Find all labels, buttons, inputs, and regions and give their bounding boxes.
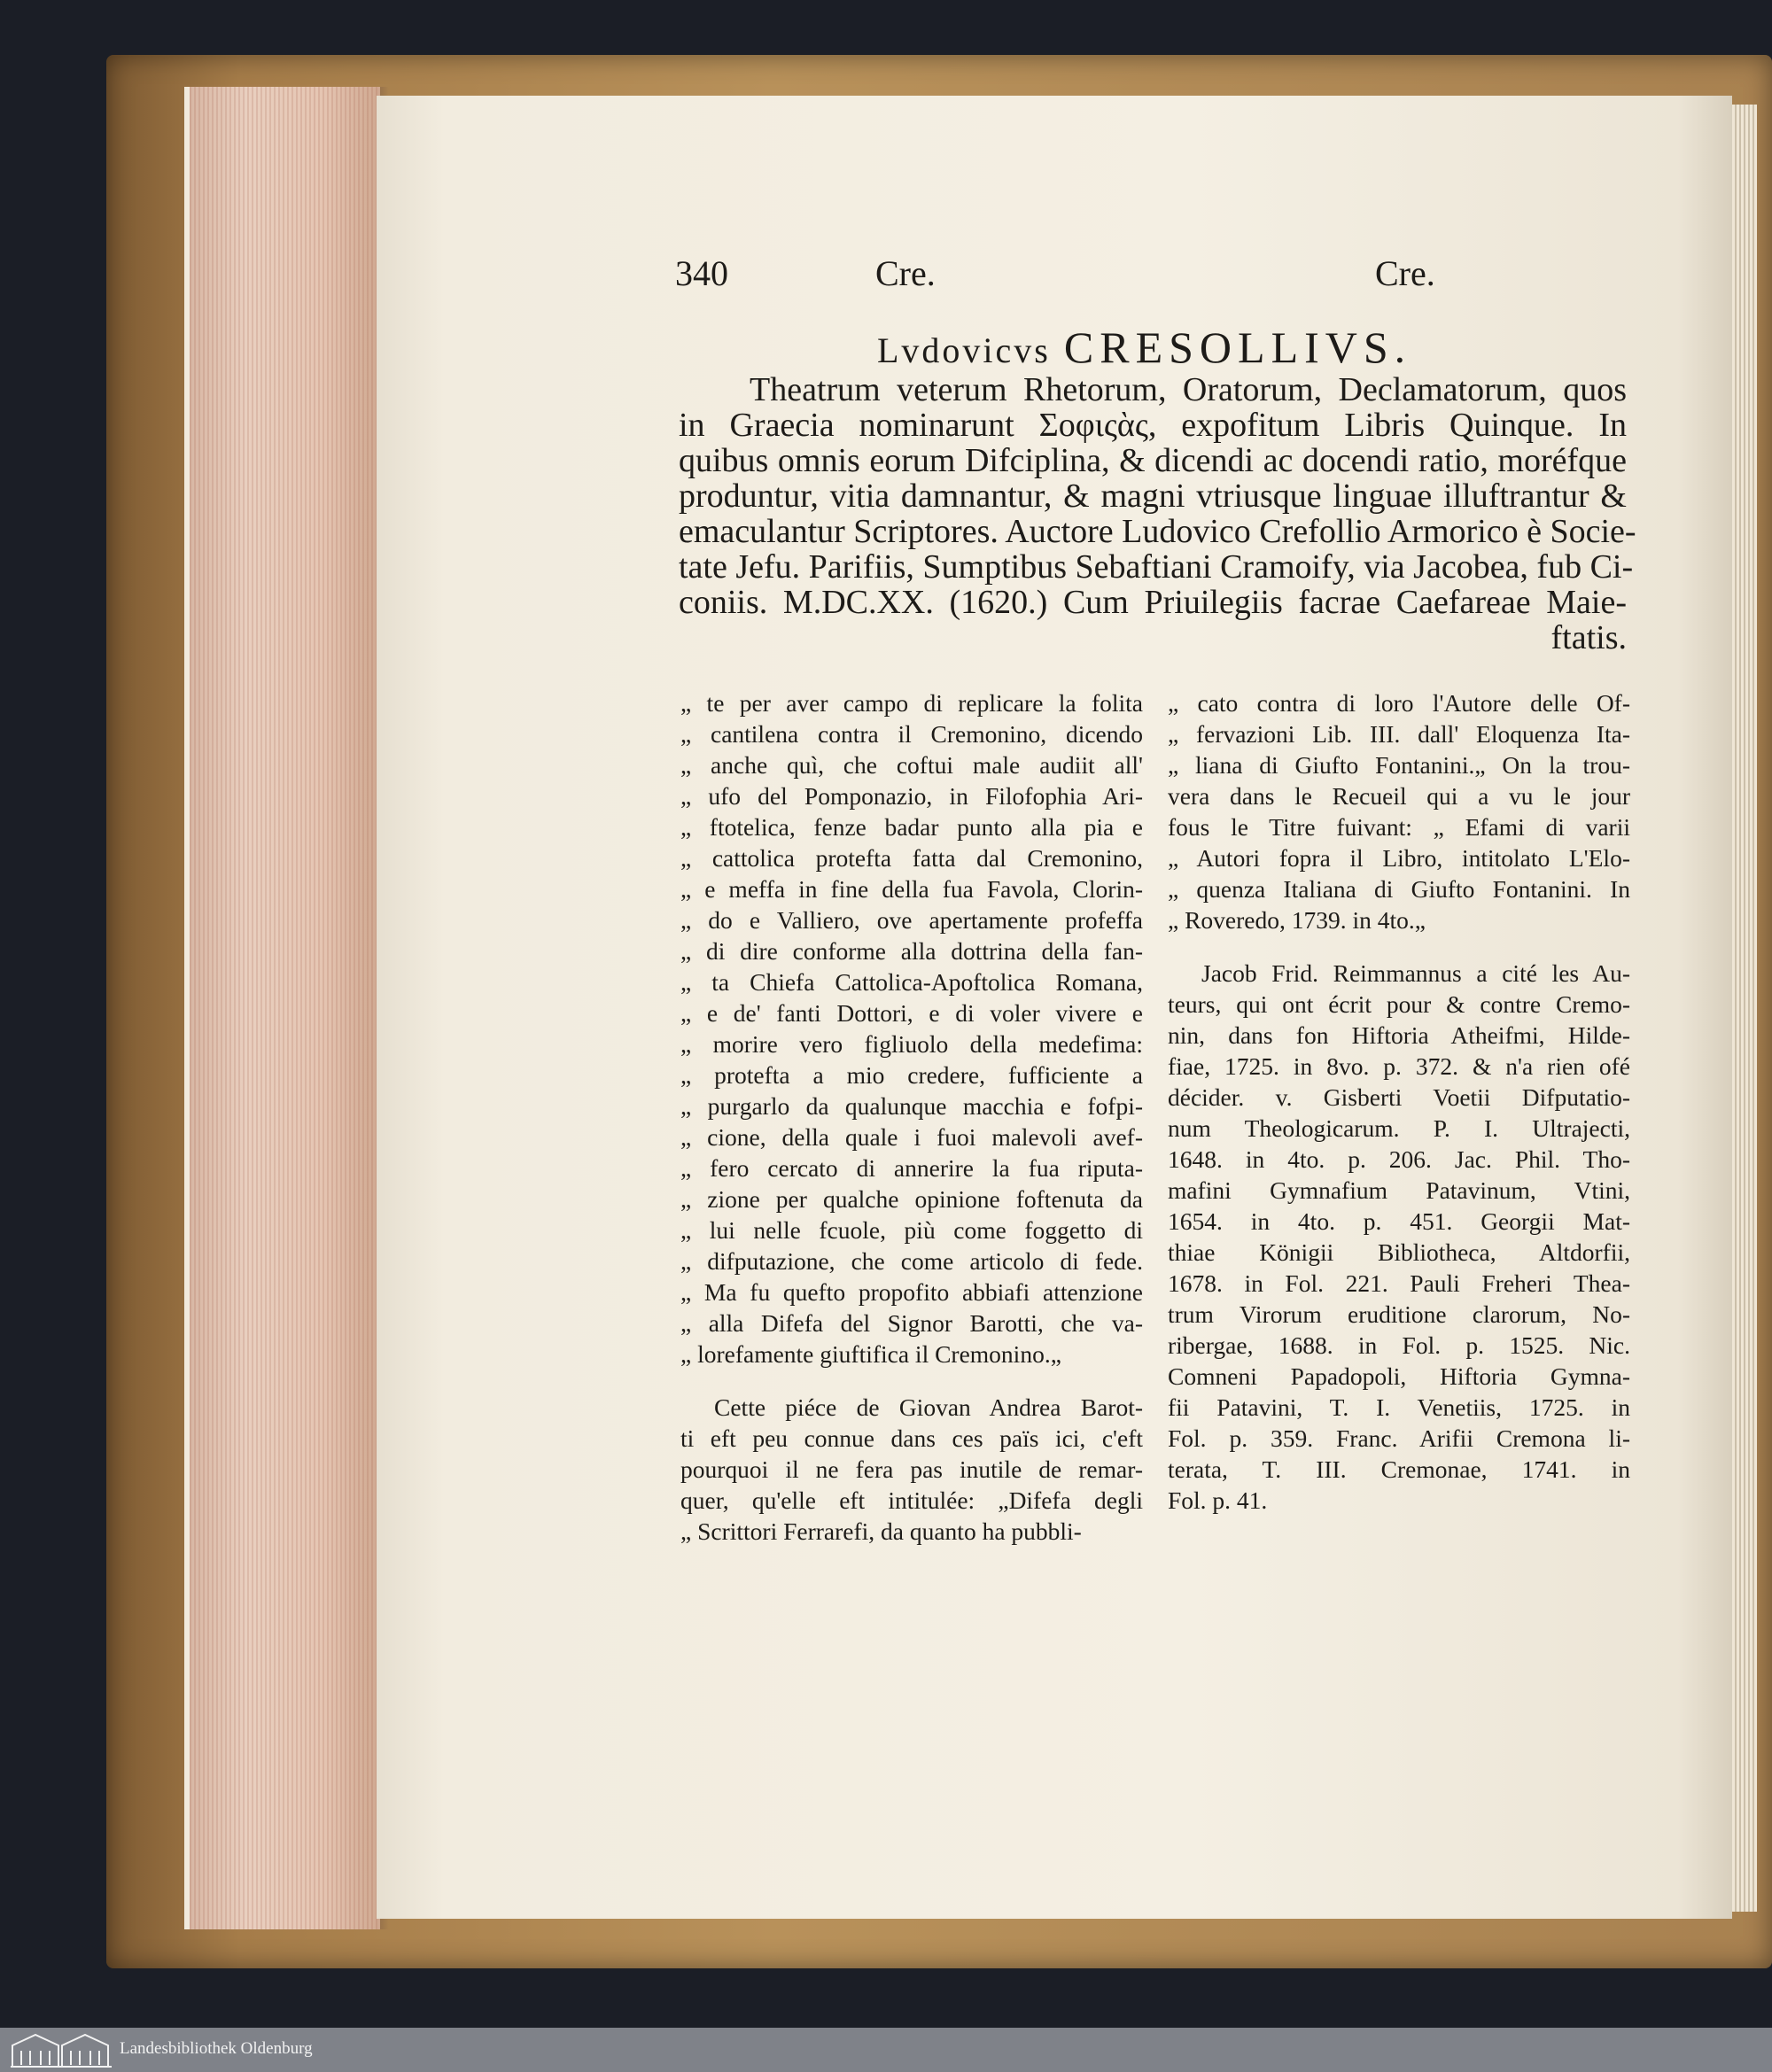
text-line: „ lorefamente giuftifica il Cremonino.„	[680, 1340, 1061, 1368]
text-line: „ do e Valliero, ove apertamente profeffa	[680, 906, 1143, 934]
title-line: emaculantur Scriptores. Auctore Ludovico Crefollio Armorico è Socie-	[679, 513, 1636, 550]
text-line: „ anche quì, che coftui male audiit all'	[680, 751, 1143, 779]
text-line: „ Ma fu quefto propofito abbiafi attenzione	[680, 1278, 1143, 1306]
footer-bar	[0, 2028, 1772, 2072]
text-line: Comneni Papadopoli, Hiftoria Gymna-	[1168, 1362, 1630, 1390]
title-line: quibus omnis eorum Difciplina, & dicendi ac docendi ratio, moréfque	[679, 442, 1627, 479]
text-line: „ di dire conforme alla dottrina della fan-	[680, 937, 1143, 965]
text-line: „ fervazioni Lib. III. dall' Eloquenza Ita-	[1168, 720, 1630, 748]
text-line: pourquoi il ne fera pas inutile de remar-	[680, 1455, 1143, 1483]
library-building-icon	[9, 2031, 113, 2068]
title-line: Theatrum veterum Rhetorum, Oratorum, Declamatorum, quos	[750, 371, 1627, 408]
text-line: trum Virorum eruditione clarorum, No-	[1168, 1300, 1630, 1328]
running-header-left: Cre.	[875, 253, 936, 293]
text-line: „ ftotelica, fenze badar punto alla pia e	[680, 813, 1143, 841]
text-line: thiae Königii Bibliotheca, Altdorfii,	[1168, 1238, 1630, 1266]
text-line: num Theologicarum. P. I. Ultrajecti,	[1168, 1114, 1630, 1142]
right-text-column	[1168, 687, 1630, 1516]
text-line: „ ta Chiefa Cattolica-Apoftolica Romana,	[680, 968, 1143, 996]
text-line: teurs, qui ont écrit pour & contre Cremo-	[1168, 990, 1630, 1018]
text-line: Fol. p. 359. Franc. Arifii Cremona li-	[1168, 1424, 1630, 1452]
text-line: „ Roveredo, 1739. in 4to.„	[1168, 906, 1426, 934]
left-text-column	[680, 687, 1143, 1547]
text-line: Jacob Frid. Reimmannus a cité les Au-	[1201, 959, 1630, 987]
text-line: „ difputazione, che come articolo di fede.	[680, 1247, 1143, 1275]
title-line: produntur, vitia damnantur, & magni vtriusque linguae illuftrantur &	[679, 477, 1627, 515]
title-line: tate Jefu. Parifiis, Sumptibus Sebaftiani Cramoify, via Jacobea, fub Ci-	[679, 548, 1634, 586]
text-line: fiae, 1725. in 8vo. p. 372. & n'a rien ofé	[1168, 1052, 1630, 1080]
text-line: 1648. in 4to. p. 206. Jac. Phil. Tho-	[1168, 1145, 1630, 1173]
text-line: „ fero cercato di annerire la fua riputa-	[680, 1154, 1143, 1182]
text-line: „ cantilena contra il Cremonino, dicendo	[680, 720, 1143, 748]
title-line: ftatis.	[1550, 619, 1627, 656]
page-edge-stack	[184, 87, 380, 1929]
text-line: „ purgarlo da qualunque macchia e fofpi-	[680, 1092, 1143, 1120]
text-line: „ cattolica protefta fatta dal Cremonino,	[680, 844, 1143, 872]
text-line: „ e meffa in fine della fua Favola, Clorin-	[680, 875, 1143, 903]
text-line: „ te per aver campo di replicare la folita	[680, 689, 1143, 717]
text-line: quer, qu'elle eft intitulée: „Difefa degli	[680, 1486, 1143, 1514]
text-line: 1678. in Fol. 221. Pauli Freheri Thea-	[1168, 1269, 1630, 1297]
entry-heading	[877, 322, 1411, 373]
book-title-description	[679, 371, 1636, 656]
heading-firstname: Lvdovicvs	[877, 330, 1051, 370]
text-line: „ liana di Giufto Fontanini.„ On la trou-	[1168, 751, 1630, 779]
text-line: décider. v. Gisberti Voetii Difputatio-	[1168, 1083, 1630, 1111]
heading-surname: CRESOLLIVS.	[1063, 322, 1412, 372]
running-header-right: Cre.	[1375, 253, 1435, 293]
text-line: „ zione per qualche opinione foftenuta da	[680, 1185, 1143, 1213]
text-line: ribergae, 1688. in Fol. p. 1525. Nic.	[1168, 1331, 1630, 1359]
text-line: fous le Titre fuivant: „ Efami di varii	[1168, 813, 1630, 841]
text-line: „ lui nelle fcuole, più come foggetto di	[680, 1216, 1143, 1244]
text-line: „ ufo del Pomponazio, in Filofophia Ari-	[680, 782, 1143, 810]
paragraph-gap	[1168, 935, 1630, 958]
text-line: „ Scrittori Ferrarefi, da quanto ha pubbli-	[680, 1517, 1082, 1545]
paragraph-gap	[680, 1370, 1143, 1392]
page-number: 340	[675, 253, 728, 293]
text-line: „ quenza Italiana di Giufto Fontanini. In	[1168, 875, 1630, 903]
right-page-edges	[1732, 105, 1757, 1912]
text-line: ti eft peu connue dans ces païs ici, c'eft	[680, 1424, 1143, 1452]
text-line: nin, dans fon Hiftoria Atheifmi, Hilde-	[1168, 1021, 1630, 1049]
text-line: fii Patavini, T. I. Venetiis, 1725. in	[1168, 1393, 1630, 1421]
text-line: „ alla Difefa del Signor Barotti, che va-	[680, 1309, 1143, 1337]
title-line: in Graecia nominarunt Σοφιςὰς, expofitum Libris Quinque. In	[679, 407, 1627, 444]
text-line: „ morire vero figliuolo della medefima:	[680, 1030, 1143, 1058]
text-line: terata, T. III. Cremonae, 1741. in	[1168, 1455, 1630, 1483]
text-line: mafini Gymnafium Patavinum, Vtini,	[1168, 1176, 1630, 1204]
library-name: Landesbibliothek Oldenburg	[120, 2039, 313, 2058]
text-line: „ cato contra di loro l'Autore delle Of-	[1168, 689, 1630, 717]
text-line: „ cione, della quale i fuoi malevoli avef-	[680, 1123, 1143, 1151]
text-line: „ protefta a mio credere, fufficiente a	[680, 1061, 1143, 1089]
text-line: Fol. p. 41.	[1168, 1486, 1268, 1514]
text-line: „ Autori fopra il Libro, intitolato L'Elo-	[1168, 844, 1630, 872]
text-line: Cette piéce de Giovan Andrea Barot-	[714, 1393, 1143, 1421]
title-line: coniis. M.DC.XX. (1620.) Cum Priuilegiis facrae Caefareae Maie-	[679, 584, 1627, 621]
text-line: „ e de' fanti Dottori, e di voler vivere e	[680, 999, 1143, 1027]
text-line: vera dans le Recueil qui a vu le jour	[1168, 782, 1630, 810]
text-line: 1654. in 4to. p. 451. Georgii Mat-	[1168, 1207, 1630, 1235]
